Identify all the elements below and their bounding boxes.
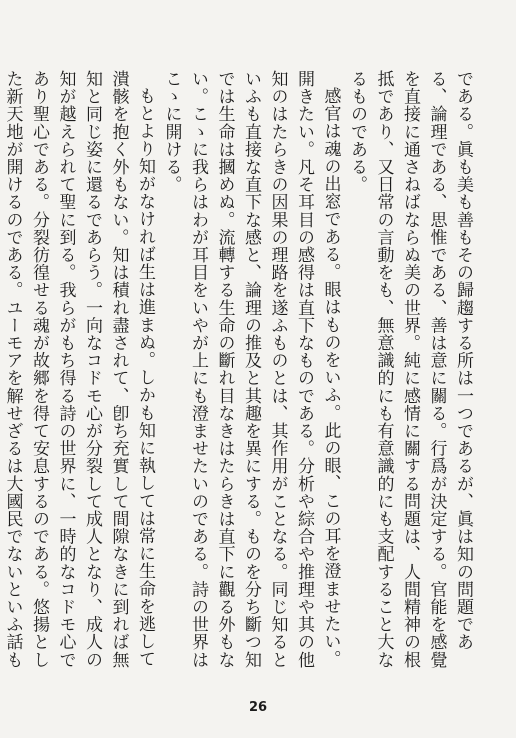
page-number: 26 [248,700,268,715]
paragraph-2: 感官は魂の出窓である。眼はものをいふ。此の眼、この耳を澄ませたい。開きたい。凡そ耳目の感得は直下なものである。分析や綜合や推理や其の他知のはたらきの因果の理路を遂ふものとは、其作用がことなる。同じ知るといふも直接な直下な感と、論理の推及と其趣を異にする。ものを分ち斷つ知では生命は摑めぬ。流轉する生命の斷れ目なきはたらきは直下に觀る外もない。こゝに我らはわが耳目をいやが上にも澄ませたいのである。詩の世界はこゝに開ける。 [161,70,341,669]
paragraph-3: もとより知がなければ生は進まぬ。しかも知に執しては常に生命を逃して潰骸を抱く外もない。知は積れ盡されて、卽ち充實して間隙なきに到れば無知と同じ姿に還るであらう。一向なコドモ心が分裂して成人となり、成人の知が越えられて聖に到る。我らがもち得る詩の世界に、一時的なコドモ心であり聖心である。分裂彷徨せる魂が故郷を得て安息するのである。悠揚とした新天地が開けるのである。ユーモアを解せざるは大國民でないといふ話も [2,70,155,669]
vertical-text-block [2,70,476,670]
paragraph-1: である。眞も美も善もその歸趨する所は一つであるが、眞は知の問題である、論理である、思惟である、善は意に關る。行爲が決定する。官能を感覺を直接に通さねばならぬ美の世界。純に感情に關する問題は、人間精神の根抵であり、又日常の言動をも、無意識的にも有意識的にも支配すること大なるものである。 [347,70,473,669]
